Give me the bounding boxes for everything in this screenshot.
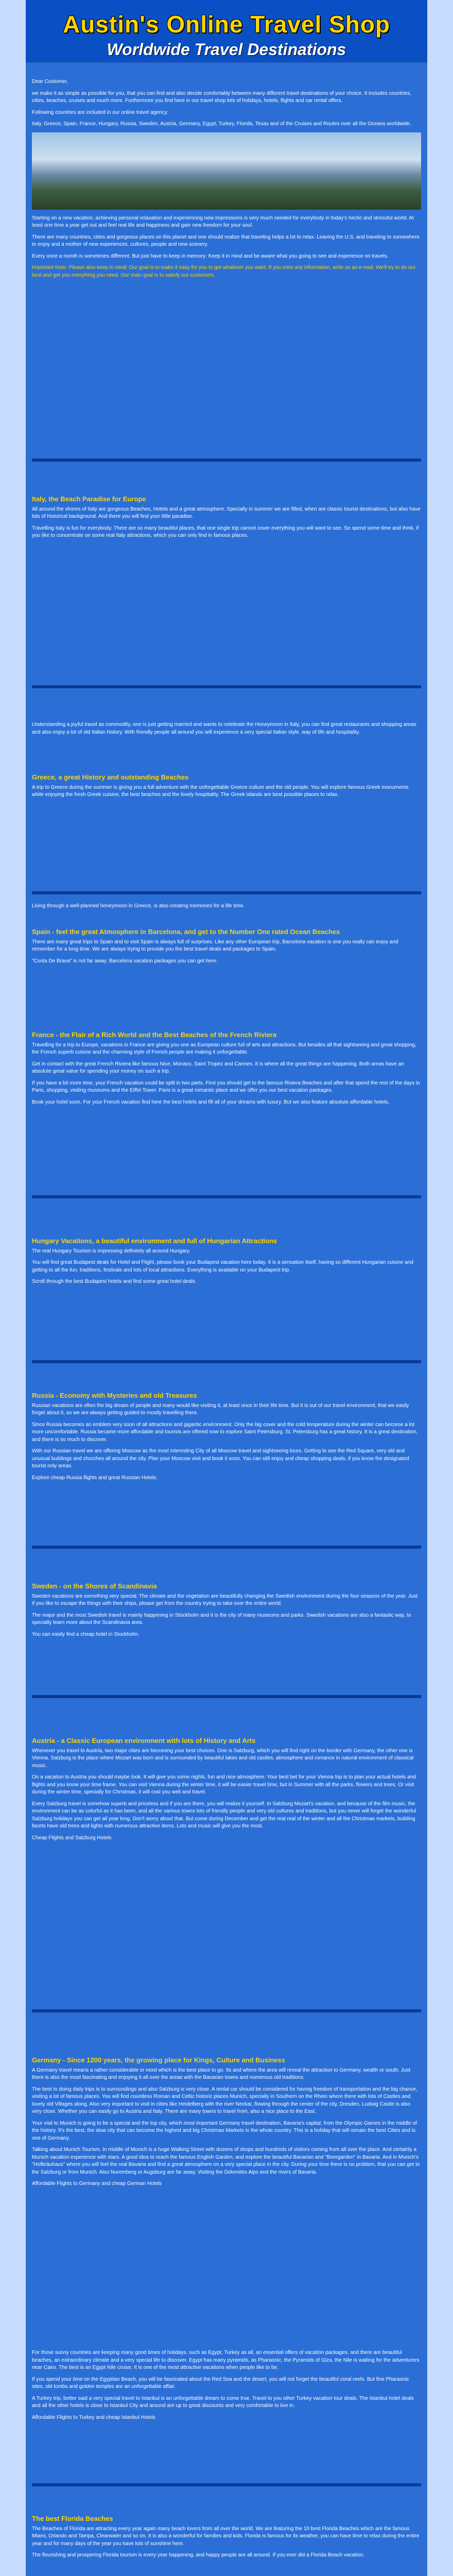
separator: [32, 1360, 421, 1363]
egypt-turkey-section: [32, 2349, 421, 2426]
hungary-section: [32, 1236, 421, 1290]
austria-text-2: On a vacation to Austria you should maybe look. It will give you some nights, fun and nice atmosphere. Your best bet for your Vienna trip is to plan your actual hotels and flights and you know your time frame. You can visit Vienna during the winter time, it will be easier travel time, but in Summer with all the parks, flowers and trees. Or visit during the winter time, specially for Christmas, it will cost you well and travel.: [32, 1774, 416, 1795]
florida-text-2: The flourishing and prospering Florida tourism is every year happening, and happy people are all around. If you ever did a Florida Beach vacation.: [32, 2552, 364, 2558]
germany-text-5: Affordable Flights to Germany and cheap German Hotels: [32, 2181, 162, 2187]
russia-text-3: With our Russian travel we are offering Moscow as the most interesting City of all Moscow travel and sightseeing tours. Getting to see the Red Square, very old and unusual buildings and churches all around the city. Plan your Moscow visit and book it soon. You can still enjoy and cheap shopping deals, if you know the designated tourist only areas.: [32, 1448, 409, 1469]
spain-text-2: "Costa De Brava" is not far away. Barcelona vacation packages you can get here.: [32, 958, 218, 964]
florida-title: The best Florida Beaches: [32, 2515, 113, 2522]
separator: [32, 891, 421, 894]
sweden-text-2: The major and the most Swedish travel is mainly happening in Stockholm and it is the city of many museums and parks. Swedish vacations are also a fantastic way, to specially learn more about the Scandinavia area.: [32, 1612, 411, 1626]
separator: [32, 1195, 421, 1198]
separator: [32, 1546, 421, 1549]
florida-text-1: The Beaches of Florida are attracting every year again many beach lovers from all over the world. We are featuring the 10 best Florida Beaches which are the famous Miami, Orlando and Tampa, Clearwater and so on. It is also a wonderful for families and kids. Florida is famous for its weather, you can have time to relax during the entire year and for many days of the year you have lots of sunshine here.: [32, 2526, 420, 2547]
germany-section: [32, 2056, 421, 2192]
germany-text-1: A Germany travel means a rather considerable or most which is the best place to go. Its and where the area will reveal the attraction to Germany, wealth or south. Just there is also the most fascinating and enjoying it all over the areas with the Bavarian towns and numerous old traditions.: [32, 2067, 411, 2081]
austria-title: Austria - a Classic European environment with lots of History and Arts: [32, 1737, 256, 1744]
italy-honeymoon-section: [32, 721, 421, 740]
russia-title: Russia - Economy with Mysteries and old Treasures: [32, 1392, 197, 1399]
separator: [32, 459, 421, 462]
intro-section: [32, 78, 421, 283]
sweden-text-3: You can easily find a cheap hotel in Stockholm.: [32, 1631, 140, 1637]
turkey-text: A Turkey trip, better said a very special travel to Istanbul is an unforgettable dream to come true. Travel to you other Turkey vacation tour deals. The Istanbul hotel deals and all the other hotels is close to Istanbul City and around are up to great discounts and very comfortable to live in.: [32, 2395, 414, 2409]
spain-text-1: There are many great trips to Spain and to visit Spain is always full of surprises. Like any other European trip, Barcelona vacation is one you really can enjoy and remember for a long time. We are always trying to provide you the best travel deals and packages to Spain.: [32, 939, 398, 953]
france-title: France - the Flair of a Rich World and the Best Beaches of the French Riviera: [32, 1031, 277, 1039]
egypt-text-1: For those sunny countries are keeping many good times of holidays, such as Egypt, Turkey as all, an essential offers of vacation packages, and there are beautiful beaches, an extraordinary climate and a very special life to discover. Egypt has many pyramids, as Pharaonic, the Pyramids of Giza, the Nile is waiting for the adventurers near Cairo. The best is an Egypt Nile cruise. It is one of the most attractive vacations when people like to be.: [32, 2350, 420, 2370]
italy-text-1: All around the shores of Italy are gorgeous Beaches, Hotels and a great atmosphere. Specially in summer we are filled, when are classic tourist destinations, but also have lots of historical background. And there you will find your little paradise.: [32, 506, 421, 520]
sweden-title: Sweden - on the Shores of Scandinavia: [32, 1582, 157, 1590]
site-banner: [26, 0, 427, 63]
landscape-photo: [32, 132, 421, 210]
spain-title: Spain - feel the great Atmosphere in Barcelona, and get to the Number One rated Ocean Beaches: [32, 928, 340, 936]
italy-title: Italy, the Beach Paradise for Europe: [32, 495, 146, 503]
russia-text-2: Since Russia becomes an emblem very soon of all attractions and gigantic environment. Only the big cover and the cold temperature during the winter can become a lot more uncomfortable. Russia became more affordable and tourists are offered now to explore Saint Petersburg. St. Petersburg has a great history. It is a great destination, and there is so much to discover.: [32, 1421, 418, 1443]
france-text-2: Get in contact with the great French Riviera like famous Nice, Monaco, Saint Tropez and Cannes. It is where all the great things are happening. Both areas have an absolute great value for spending your money on such a trip.: [32, 1061, 404, 1075]
italy-section: [32, 495, 421, 544]
italy-text-3: Understanding a joyful travel as commodity, one is just getting married and wants to celebrate the Honeymoon in Italy, you can find great restaurants and shopping areas and also enjoy a lot of old Italian history. With friendly people all around you will experience a very special Italian style, way of life and hospitality.: [32, 722, 416, 735]
france-text-1: Travelling for a trip to Europe, vacations in France are giving you one as European culture full of arts and attractions. But besides all that sightseeing and great shopping, the French superb cuisine and the charming style of French people are making it unforgettable.: [32, 1042, 416, 1056]
greece-section: [32, 773, 421, 803]
greece-text-1: A trip to Greece during the summer is giving you a full adventure with the unforgettable Greece culture and the old people. You will explore famous Greek monuments while enjoying the fresh Greek cuisine, the best beaches and the lovely hospitality. The Greek islands are best possible places to relax.: [32, 784, 409, 798]
sweden-section: [32, 1582, 421, 1642]
sweden-text-1: Sweden vacations are something very special. The climate and the vegetation are beautifully changing the Swedish environment during the four seasons of the year. Just if you like to escape the things with their ships, please get from the country trying to take over the entire world.: [32, 1593, 418, 1607]
greece-honeymoon-section: [32, 903, 421, 914]
important-note: Important Note: Please also keep in mind: Our goal is to make it easy for you to get whatever you want. If you miss any information, write us an e-mail. We'll try to do our best and get you everything you need. Our main goal is to satisfy our customers.: [32, 265, 416, 278]
austria-text-1: Whenever you travel to Austria, two major cities are becoming your best choices. One is Salzburg, which you will find right on the border with Germany, the other one is Vienna. Salzburg is the place where Mozart was born and is surrounded by beautiful lakes and old castles, atmosphere and romance in natural environment of classical music.: [32, 1748, 414, 1769]
germany-text-3: Your visit to Munich is going to be a special and the top city, which most important Germany travel destination, Bavaria's capital, from the Olympic Games in the middle of the history. It's the best, the slow city that can become the highest and big Christmas Markets in the whole country. This is a holiday that will remain the best Cities and is one of Germany.: [32, 2120, 417, 2141]
russia-section: [32, 1391, 421, 1486]
hungary-text-2: You will find great Budapest deals for Hotel and Flight, please book your Budapest vacation here today. It is a sensation itself, having so different Hungarian cuisine and getting to all the fun, traditions, festivals and lots of local attractions. Everything is available on your Budapest trip.: [32, 1260, 413, 1273]
greece-text-2: Living through a well-planned honeymoon in Greece, is also creating memories for a life time.: [32, 903, 245, 909]
page-column: [26, 0, 427, 2576]
russia-text-1: Russian vacations are often the big dream of people and many would like visiting it, at least once in their life time. But it is out of our travel environment, that we easily forget about it, so we are always getting guided to mostly travelling there.: [32, 1402, 409, 1416]
intro-countries-lead: Following countries are included in our online travel agency:: [32, 109, 169, 115]
separator: [32, 2009, 421, 2012]
france-text-3: If you have a bit more time, your French vacation could be split in two parts. First you should get to the famous Riviera Beaches and after that spend the rest of the days in Paris, shopping, visiting museums and the Eiffel Tower. Paris is a great romantic place and we offer you our best vacation packages.: [32, 1080, 420, 1094]
france-section: [32, 1030, 421, 1110]
germany-text-2: The best in doing daily trips is to surroundings and also Salzburg is very close. A rental car should be considered for having freedom of transportation and the big chance, visiting a lot of famous places. You will find countless Roman and Celtic historic places Munich, specially in Southern on the Rhein where there with lots of Castles and lovely old Villages along. Also very important to visit in cities like Heidelberg with the river Neckar, flowing through the center of the city, Dresden, Ludwig Castle is also very close. Whether you can easily go to Austria and Italy. There are many towns to travel from, also a nice place to the East.: [32, 2086, 417, 2115]
italy-text-2: Travelling Italy is fun for everybody. There are so many beautiful places, that one single trip cannot cover everything you will want to see. So spend some time and think, if you like to concentrate on some real Italy attractions, which you can only find in famous places.: [32, 525, 419, 539]
intro-countries: Italy, Greece, Spain, France, Hungary, Russia, Sweden, Austria, Germany, Egypt, Turkey, Florida, Texas and of the Cruises and Routes over all the Oceans worldwide.: [32, 121, 411, 127]
florida-section: [32, 2514, 421, 2564]
austria-text-3: Every Salzburg travel is somehow superb and priceless and if you are there, you will realize it yourself. In Salzburg Mozart's vacation, and because of the film music, the environment can be as colorful as it has been, and all the various towns lots of friendly people and very old cultures and traditions, but you never will forget the wonderful Salzburg holidays you can get all year long. Don't worry about that. But come during December and get the real real of the winter and all the Christmas markets, building facets have old trees and lights with numerous attractive items. Lots and music will give you the most.: [32, 1801, 416, 1829]
intro-greeting: Dear Customer,: [32, 79, 68, 84]
site-subtitle: Worldwide Travel Destinations: [107, 40, 346, 59]
hungary-text-3: Scroll through the best Budapest hotels and find some great hotel deals.: [32, 1279, 197, 1285]
greece-title: Greece, a great History and outstanding Beaches: [32, 773, 189, 781]
france-text-4: Book your hotel soon. For your French vacation find here the best hotels and fill all of your dreams with luxury. But we also feature absolute affordable hotels.: [32, 1099, 390, 1105]
spain-section: [32, 927, 421, 969]
site-title: Austin's Online Travel Shop: [62, 11, 391, 38]
germany-text-4: Talking about Munich Tourism. In middle of Munich is a huge Walking Street with dozens of shops and hundreds of visitors coming from all over the place. And certainly a Munich vacation experience with stars. A good idea to reach the famous English Garden, and explore the beautiful Bavarian and "Beergarden" in Bavaria. And in Munich's "Hofbräuhaus" where you will feel the real Bavaria and find a great atmosphere on a very special place in the city. During your time there is no problem, that you can get to the Salzburg or from Munich. Also Nuremberg or Augsburg are far away. Visiting the Dolomites Alps and the rivers of Bavaria.: [32, 2147, 420, 2175]
turkey-links: Affordable Flights to Turkey and cheap Istanbul Hotels: [32, 2414, 155, 2420]
intro2-text-1: Starting on a new vacation, achieving personal relaxation and experiencing new impressions is very much needed for everybody in today's hectic and stressful world. At least one time a year get out and feel real life and happiness and gain new freedom for your soul.: [32, 215, 414, 228]
separator: [32, 2483, 421, 2486]
austria-text-4: Cheap Flights and Salzburg Hotels: [32, 1835, 112, 1841]
intro-text: we make it as simple as possible for you, that you can find and also decide comfortably between many different travel destinations of your choice. It includes countries, cities, beaches, cruises and much more. Furthermore you find here in our travel shop lots of holidays, hotels, flights and car rental offers.: [32, 90, 411, 104]
germany-title: Germany - Since 1200 years, the growing place for Kings, Culture and Business: [32, 2056, 285, 2064]
separator: [32, 685, 421, 688]
austria-section: [32, 1736, 421, 1846]
intro2-text-3: Every once a month is sometimes different. But just have to keep in memory: Keep it in mind and be aware what you going to see and experience on travels.: [32, 253, 389, 259]
egypt-text-2: If you spend your time on the Egyptian Beach, you will be fascinated about the Red Sea and the desert, you will not forget the beautiful coral reefs. But fine Pharaonic sites, old tombs and golden temples are an unforgettable affair.: [32, 2376, 409, 2389]
russia-text-4: Explore cheap Russia flights and great Russian Hotels.: [32, 1475, 158, 1481]
intro2-text-2: There are many countries, cities and gorgeous places on this planet and one should realize that traveling helps a lot to relax. Leaving the U.S. and traveling to somewhere to enjoy and a mother of new experiences, cultures, people and new scenery.: [32, 234, 420, 247]
hungary-text-1: The real Hungary Tourism is impressing definitely all around Hungary.: [32, 1248, 190, 1254]
hungary-title: Hungary Vacations, a beautiful environment and full of Hungarian Attractions: [32, 1237, 277, 1245]
separator: [32, 1695, 421, 1698]
